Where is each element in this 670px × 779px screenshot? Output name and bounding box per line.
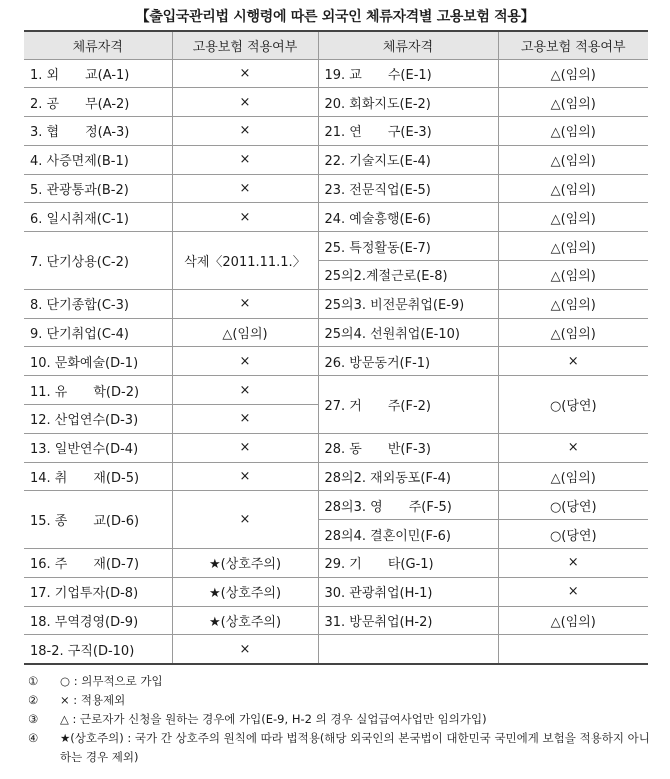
- status-cell: 12. 산업연수(D-3): [24, 405, 172, 434]
- insurance-cell: ×: [172, 203, 318, 232]
- table-row: [24, 433, 648, 462]
- insurance-cell: ×: [172, 635, 318, 664]
- insurance-cell: ×: [172, 59, 318, 88]
- table-row: [24, 145, 648, 174]
- note-number: ④: [28, 731, 39, 745]
- note-text: △ : 근로자가 신청을 원하는 경우에 가입(E-9, H-2 의 경우 실업급여사업만 임의가입): [60, 712, 487, 726]
- status-cell: 28의4. 결혼이민(F-6): [318, 520, 498, 549]
- status-cell: 27. 거 주(F-2): [318, 376, 498, 434]
- visa-insurance-table: [24, 30, 648, 665]
- status-cell: 25의4. 선원취업(E-10): [318, 318, 498, 347]
- status-cell: 25. 특정활동(E-7): [318, 232, 498, 261]
- table-row: [24, 635, 648, 664]
- insurance-cell: ×: [498, 549, 648, 578]
- insurance-cell: △(임의): [498, 462, 648, 491]
- status-cell: 26. 방문동거(F-1): [318, 347, 498, 376]
- table-row: [24, 462, 648, 491]
- insurance-cell: ×: [172, 117, 318, 146]
- table-row: [24, 88, 648, 117]
- insurance-cell: ×: [172, 462, 318, 491]
- insurance-cell: △(임의): [498, 88, 648, 117]
- insurance-cell: ×: [172, 433, 318, 462]
- status-cell: 14. 취 재(D-5): [24, 462, 172, 491]
- status-cell: 6. 일시취재(C-1): [24, 203, 172, 232]
- status-cell: 20. 회화지도(E-2): [318, 88, 498, 117]
- insurance-cell: ×: [172, 174, 318, 203]
- insurance-cell: △(임의): [498, 318, 648, 347]
- insurance-cell: ×: [172, 405, 318, 434]
- insurance-cell: △(임의): [498, 289, 648, 318]
- insurance-cell: ×: [498, 347, 648, 376]
- status-cell: 8. 단기종합(C-3): [24, 289, 172, 318]
- note-number: ③: [28, 712, 39, 726]
- note-text: ★(상호주의) : 국가 간 상호주의 원칙에 따라 법적용(해당 외국인의 본국법이 대한민국 국민에게 보험을 적용하지 아니하는 경우 제외): [60, 731, 650, 764]
- table-row: [24, 203, 648, 232]
- insurance-cell: ×: [172, 491, 318, 549]
- note-number: ②: [28, 693, 39, 707]
- status-cell: 24. 예술흥행(E-6): [318, 203, 498, 232]
- note-item: [28, 691, 650, 710]
- insurance-cell: ×: [172, 145, 318, 174]
- note-number: ①: [28, 674, 39, 688]
- header-insurance-left: 고용보험 적용여부: [172, 31, 318, 59]
- insurance-cell: ○(당연): [498, 520, 648, 549]
- empty-cell: [498, 635, 648, 664]
- status-cell: 28의3. 영 주(F-5): [318, 491, 498, 520]
- table-row: [24, 318, 648, 347]
- insurance-cell: △(임의): [498, 59, 648, 88]
- table-header-row: [24, 31, 648, 59]
- insurance-cell: ★(상호주의): [172, 606, 318, 635]
- note-item: [28, 710, 650, 729]
- insurance-cell: △(임의): [172, 318, 318, 347]
- note-item: [28, 672, 650, 691]
- insurance-cell: △(임의): [498, 232, 648, 261]
- status-cell: 1. 외 교(A-1): [24, 59, 172, 88]
- table-row: [24, 117, 648, 146]
- insurance-cell: △(임의): [498, 174, 648, 203]
- status-cell: 23. 전문직업(E-5): [318, 174, 498, 203]
- insurance-cell: ★(상호주의): [172, 549, 318, 578]
- status-cell: 31. 방문취업(H-2): [318, 606, 498, 635]
- insurance-cell: ×: [498, 433, 648, 462]
- table-row: [24, 59, 648, 88]
- insurance-cell: △(임의): [498, 203, 648, 232]
- insurance-cell: ○(당연): [498, 491, 648, 520]
- insurance-cell: △(임의): [498, 606, 648, 635]
- status-cell: 30. 관광취업(H-1): [318, 577, 498, 606]
- status-cell: 22. 기술지도(E-4): [318, 145, 498, 174]
- insurance-cell: ×: [172, 289, 318, 318]
- table-row: [24, 289, 648, 318]
- insurance-cell: ○(당연): [498, 376, 648, 434]
- status-cell: 10. 문화예술(D-1): [24, 347, 172, 376]
- status-cell: 9. 단기취업(C-4): [24, 318, 172, 347]
- insurance-cell: ×: [172, 347, 318, 376]
- note-text: × : 적용제외: [60, 693, 126, 707]
- header-status-left: 체류자격: [24, 31, 172, 59]
- insurance-cell: △(임의): [498, 145, 648, 174]
- insurance-cell: △(임의): [498, 261, 648, 290]
- header-insurance-right: 고용보험 적용여부: [498, 31, 648, 59]
- status-cell: 28. 동 반(F-3): [318, 433, 498, 462]
- status-cell: 5. 관광통과(B-2): [24, 174, 172, 203]
- status-cell: 13. 일반연수(D-4): [24, 433, 172, 462]
- insurance-cell: ×: [172, 376, 318, 405]
- insurance-cell: ×: [172, 88, 318, 117]
- table-row: [24, 376, 648, 405]
- table-row: [24, 347, 648, 376]
- note-item: [28, 729, 650, 767]
- header-status-right: 체류자격: [318, 31, 498, 59]
- status-cell: 19. 교 수(E-1): [318, 59, 498, 88]
- legend-notes: [28, 672, 650, 767]
- status-cell: 16. 주 재(D-7): [24, 549, 172, 578]
- status-cell: 15. 종 교(D-6): [24, 491, 172, 549]
- table-row: [24, 232, 648, 261]
- status-cell: 28의2. 재외동포(F-4): [318, 462, 498, 491]
- status-cell: 18. 무역경영(D-9): [24, 606, 172, 635]
- status-cell: 4. 사증면제(B-1): [24, 145, 172, 174]
- table-row: [24, 491, 648, 520]
- status-cell: 17. 기업투자(D-8): [24, 577, 172, 606]
- empty-cell: [318, 635, 498, 664]
- note-text: ○ : 의무적으로 가입: [60, 674, 163, 688]
- insurance-cell: ★(상호주의): [172, 577, 318, 606]
- insurance-cell: △(임의): [498, 117, 648, 146]
- insurance-cell: ×: [498, 577, 648, 606]
- table-row: [24, 606, 648, 635]
- status-cell: 11. 유 학(D-2): [24, 376, 172, 405]
- insurance-cell: 삭제〈2011.11.1.〉: [172, 232, 318, 290]
- table-row: [24, 577, 648, 606]
- status-cell: 29. 기 타(G-1): [318, 549, 498, 578]
- status-cell: 7. 단기상용(C-2): [24, 232, 172, 290]
- status-cell: 18-2. 구직(D-10): [24, 635, 172, 664]
- status-cell: 21. 연 구(E-3): [318, 117, 498, 146]
- status-cell: 25의2.계절근로(E-8): [318, 261, 498, 290]
- document-title: 【출입국관리법 시행령에 따른 외국인 체류자격별 고용보험 적용】: [135, 9, 535, 25]
- table-row: [24, 549, 648, 578]
- status-cell: 25의3. 비전문취업(E-9): [318, 289, 498, 318]
- status-cell: 2. 공 무(A-2): [24, 88, 172, 117]
- table-row: [24, 174, 648, 203]
- status-cell: 3. 협 정(A-3): [24, 117, 172, 146]
